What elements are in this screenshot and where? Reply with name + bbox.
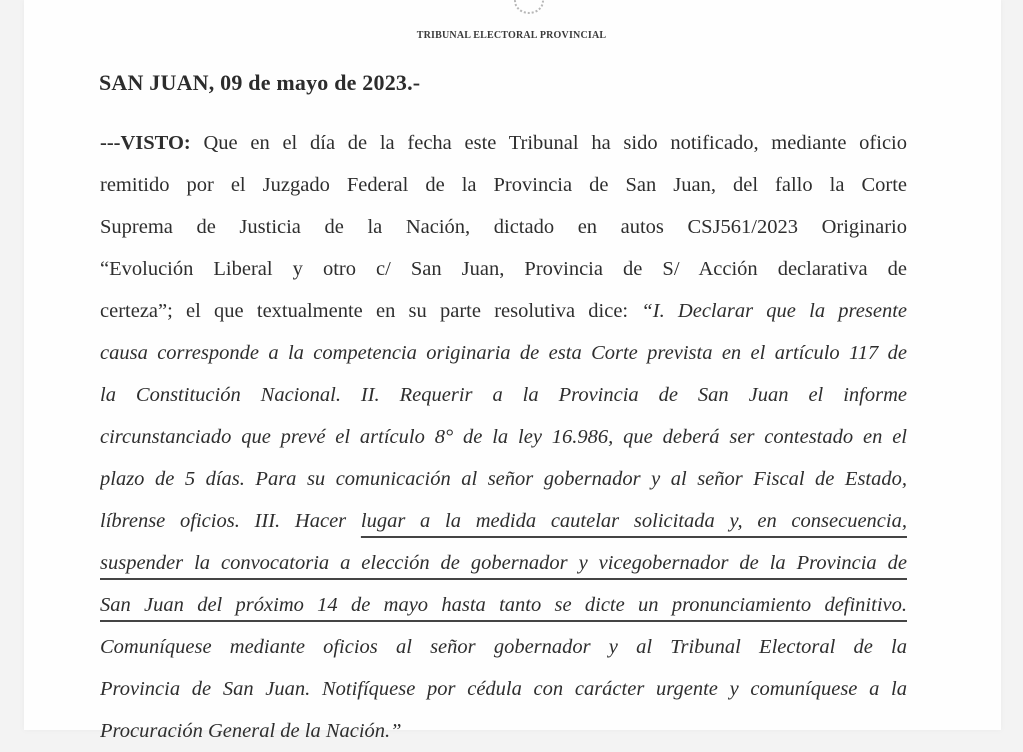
text-line xyxy=(100,584,907,626)
text-line xyxy=(100,500,907,542)
text-segment: remitido por el Juzgado Federal de la Provincia de San Juan, del fallo la Corte xyxy=(100,174,907,196)
text-segment: líbrense oficios. III. Hacer xyxy=(100,510,361,532)
text-segment: Comuníquese mediante oficios al señor gobernador y al Tribunal Electoral de la xyxy=(100,636,907,658)
text-segment: circunstanciado que prevé el artículo 8° de la ley 16.986, que deberá ser contestado en el xyxy=(100,426,907,448)
text-segment: Suprema de Justicia de la Nación, dictado en autos CSJ561/2023 Originario xyxy=(100,216,907,238)
visto-label: ---VISTO: xyxy=(100,132,191,154)
date-heading: SAN JUAN, 09 de mayo de 2023.- xyxy=(99,70,421,95)
text-line xyxy=(100,542,907,584)
quoted-ruling-start: “I. Declarar que la presente xyxy=(641,300,907,322)
underlined-text: San Juan del próximo 14 de mayo hasta tanto se dicte un pronunciamiento definitivo. xyxy=(100,594,907,616)
text-line-cut-off xyxy=(100,710,907,752)
letterhead-title: TRIBUNAL ELECTORAL PROVINCIAL xyxy=(416,30,607,41)
text-segment: plazo de 5 días. Para su comunicación al señor gobernador y al señor Fiscal de Estado, xyxy=(100,468,907,490)
text-segment: causa corresponde a la competencia originaria de esta Corte prevista en el artículo 117 de xyxy=(100,342,907,364)
text-line xyxy=(100,332,907,374)
text-line xyxy=(100,248,907,290)
text-segment: Que en el día de la fecha este Tribunal ha sido notificado, mediante oficio xyxy=(190,132,907,154)
text-line xyxy=(100,206,907,248)
text-segment: Provincia de San Juan. Notifíquese por cédula con carácter urgente y comuníquese a la xyxy=(100,678,907,700)
text-line xyxy=(100,626,907,668)
text-line xyxy=(100,290,907,332)
text-segment: certeza”; el que textualmente en su parte resolutiva dice: xyxy=(100,300,642,322)
text-line xyxy=(100,164,907,206)
text-segment: la Constitución Nacional. II. Requerir a la Provincia de San Juan el informe xyxy=(100,384,907,406)
text-line xyxy=(100,458,907,500)
text-segment: Procuración General de la Nación.” xyxy=(100,720,402,742)
resolution-body xyxy=(100,122,907,752)
underlined-text: suspender la convocatoria a elección de gobernador y vicegobernador de la Provincia de xyxy=(100,552,907,574)
text-segment: “Evolución Liberal y otro c/ San Juan, Provincia de S/ Acción declarativa de xyxy=(100,258,907,280)
text-line xyxy=(100,374,907,416)
text-line xyxy=(100,122,907,164)
underlined-text: lugar a la medida cautelar solicitada y, en consecuencia, xyxy=(360,510,907,532)
text-line xyxy=(100,668,907,710)
coat-of-arms-icon xyxy=(514,0,544,14)
text-line xyxy=(100,416,907,458)
